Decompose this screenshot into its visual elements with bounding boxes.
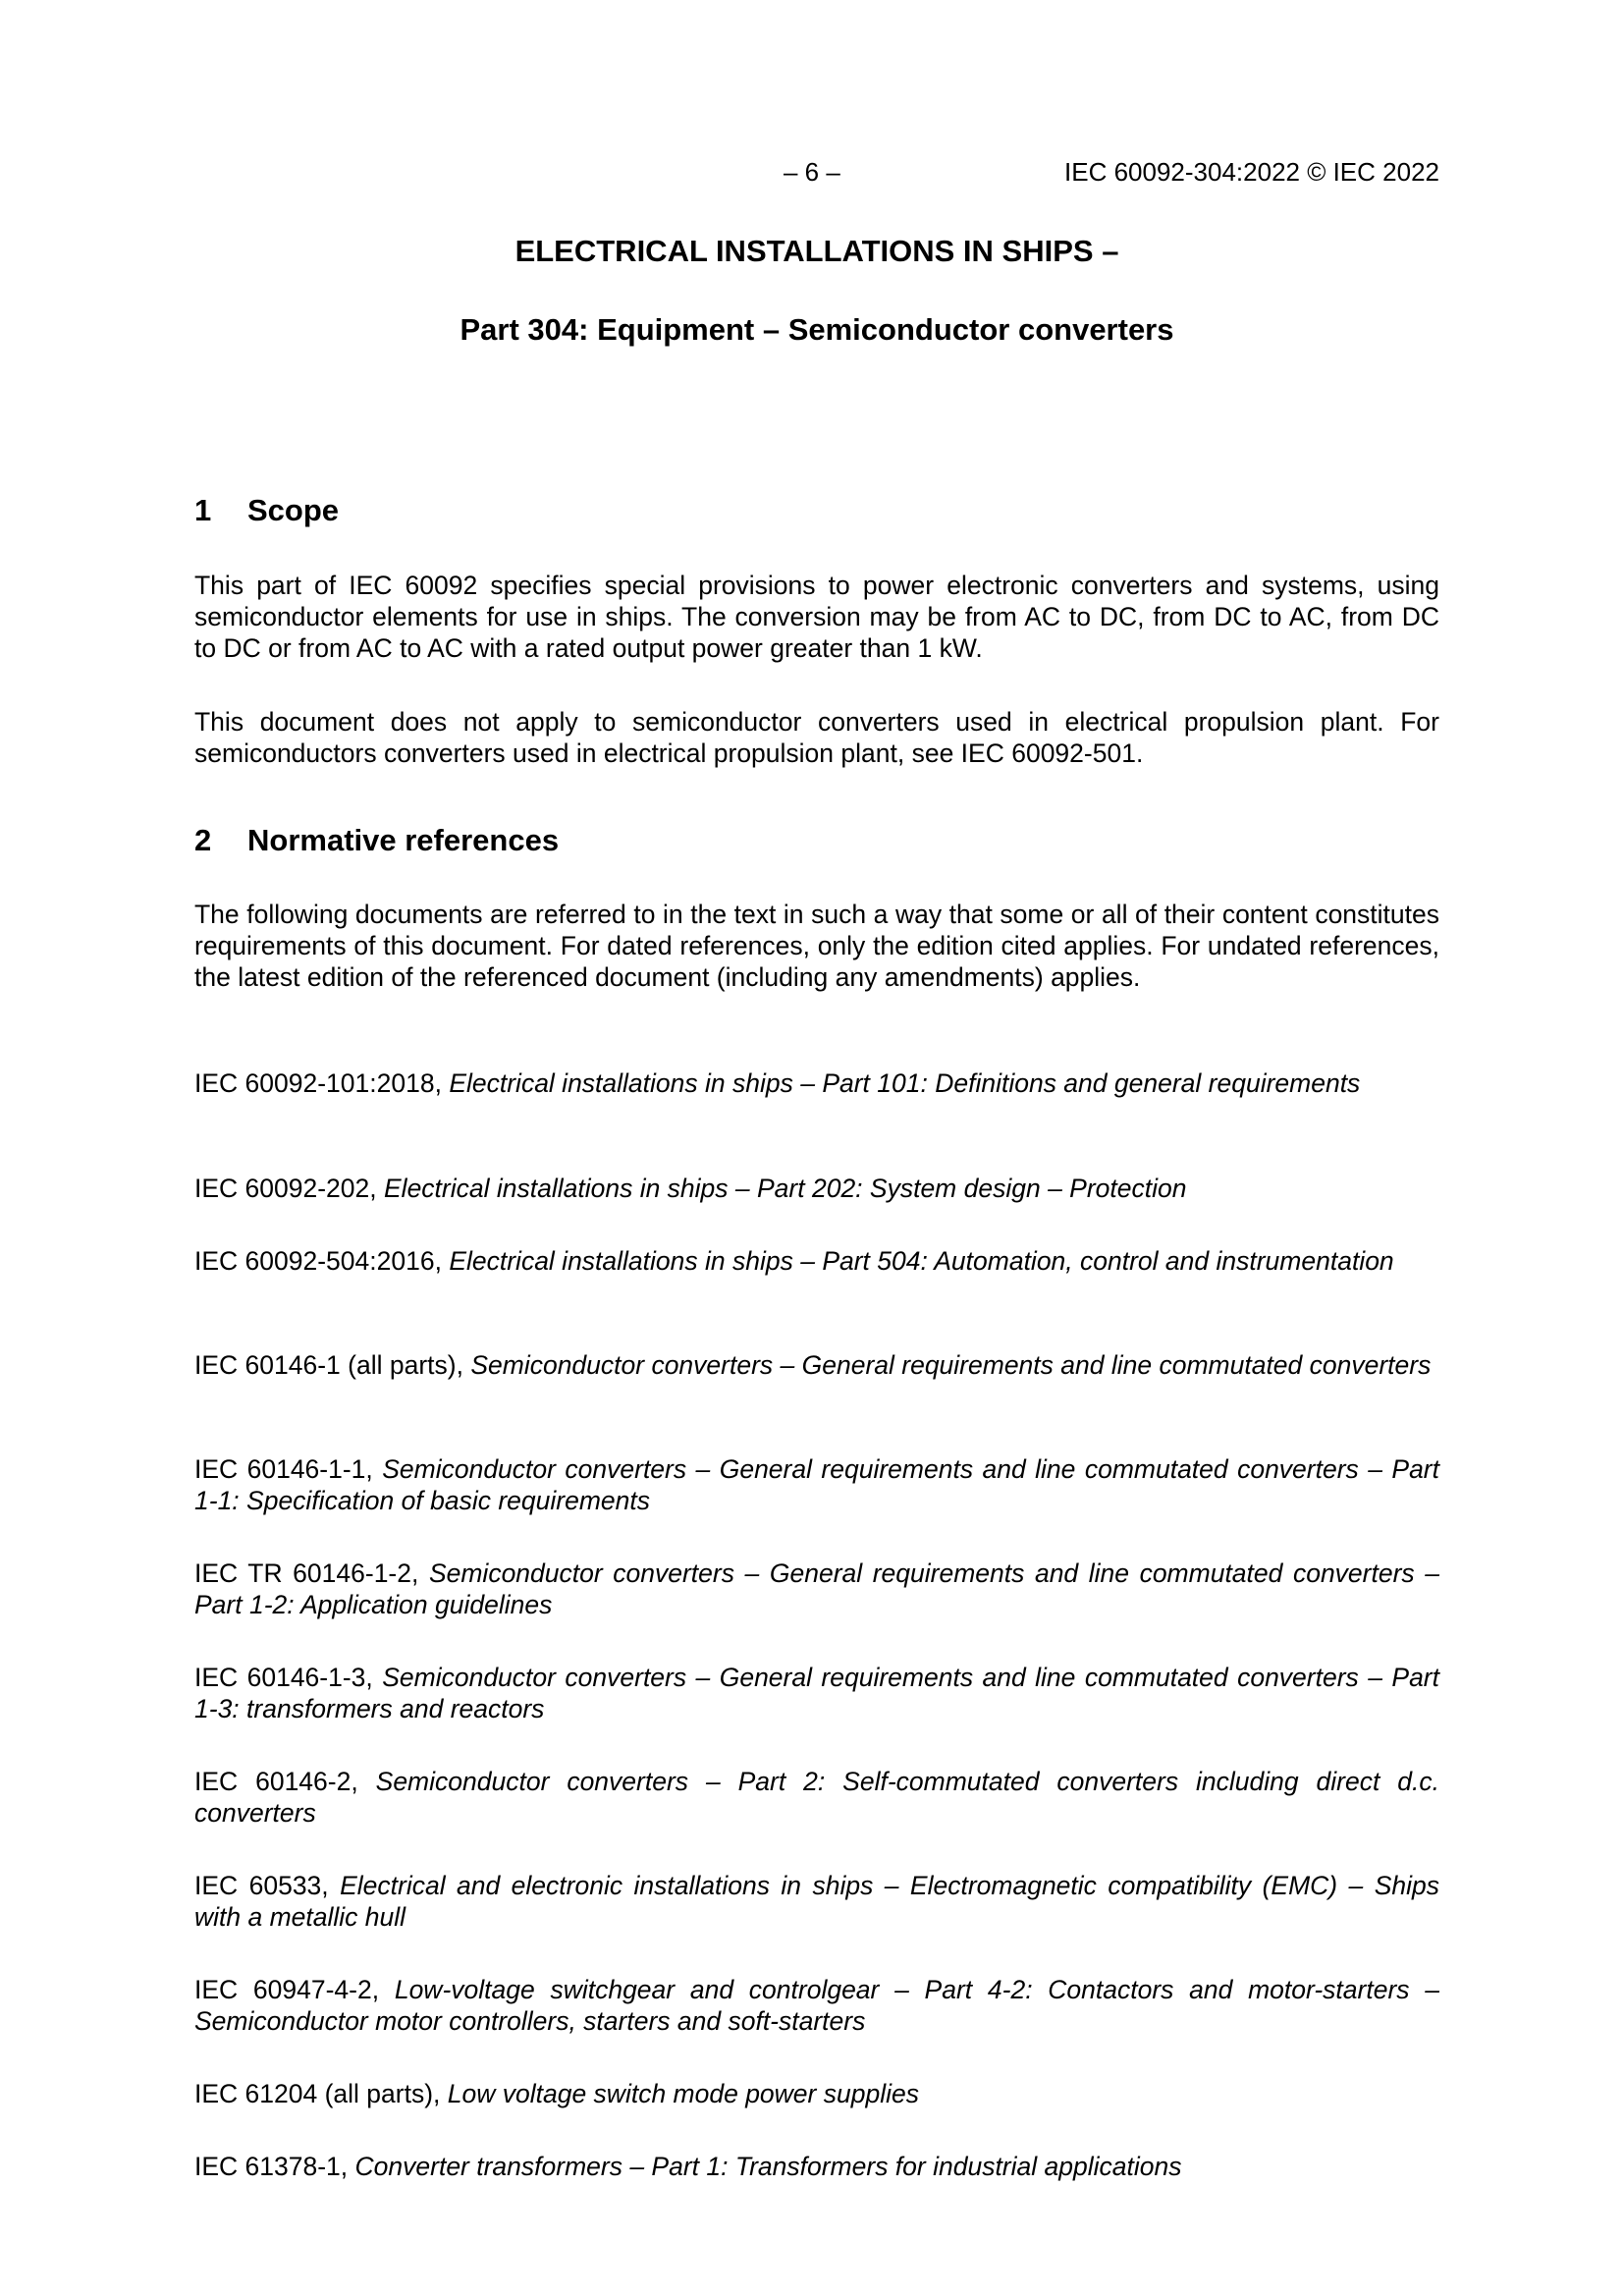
reference-entry xyxy=(194,1067,1439,1099)
reference-entry xyxy=(194,1453,1439,1516)
section-heading-scope xyxy=(194,493,339,528)
reference-title: Electrical installations in ships – Part 101: Definitions and general requirements xyxy=(449,1068,1361,1098)
reference-title: Semiconductor converters – General requirements and line commutated converters – Part 1-1: Specification of basic requirements xyxy=(194,1454,1439,1515)
reference-entry xyxy=(194,1558,1439,1620)
scope-paragraph-1: This part of IEC 60092 specifies special provisions to power electronic converters and systems, using semiconductor elements for use in ships. The conversion may be from AC to DC, from DC to AC, from DC to DC or from AC to AC with a rated output power greater than 1 kW. xyxy=(194,571,1439,663)
reference-title: Low voltage switch mode power supplies xyxy=(447,2079,919,2108)
reference-entry xyxy=(194,1349,1439,1381)
reference-title: Converter transformers – Part 1: Transformers for industrial applications xyxy=(354,2152,1182,2181)
reference-id: IEC 61378-1, xyxy=(194,2152,355,2181)
reference-title: Semiconductor converters – General requirements and line commutated converters – Part 1-2: Application guidelines xyxy=(194,1558,1439,1619)
reference-entry xyxy=(194,2078,1439,2109)
page-header xyxy=(194,157,1439,189)
reference-entry xyxy=(194,1173,1439,1204)
reference-id: IEC 60146-1 (all parts), xyxy=(194,1350,471,1380)
document-reference: IEC 60092-304:2022 © IEC 2022 xyxy=(1064,157,1439,187)
reference-id: IEC 60533, xyxy=(194,1871,341,1900)
section-title: Scope xyxy=(247,493,340,527)
reference-entry xyxy=(194,1245,1439,1277)
reference-entry xyxy=(194,1870,1439,1933)
section-number: 2 xyxy=(194,823,212,857)
reference-title: Semiconductor converters – General requirements and line commutated converters – Part 1-3: transformers and reactors xyxy=(194,1663,1439,1723)
reference-id: IEC 60092-504:2016, xyxy=(194,1246,450,1276)
reference-title: Electrical installations in ships – Part 202: System design – Protection xyxy=(384,1174,1187,1203)
reference-id: IEC 60146-1-1, xyxy=(194,1454,383,1484)
section-number: 1 xyxy=(194,493,212,527)
reference-title: Electrical installations in ships – Part 504: Automation, control and instrumentation xyxy=(449,1246,1394,1276)
reference-title: Semiconductor converters – Part 2: Self-commutated converters including direct d.c. converters xyxy=(194,1767,1439,1828)
reference-entry xyxy=(194,1974,1439,2037)
reference-entry xyxy=(194,1766,1439,1829)
reference-entry xyxy=(194,1662,1439,1724)
document-subtitle: Part 304: Equipment – Semiconductor converters xyxy=(460,312,1174,347)
normative-intro-paragraph: The following documents are referred to in the text in such a way that some or all of their content constitutes requirements of this document. For dated references, only the edition cited applies. For undated references, the latest edition of the referenced document (including any amendments) applies. xyxy=(194,900,1439,992)
reference-title: Electrical and electronic installations in ships – Electromagnetic compatibility (EMC) – Ships with a metallic hull xyxy=(194,1871,1439,1932)
reference-id: IEC 60947-4-2, xyxy=(194,1975,395,2004)
reference-id: IEC 61204 (all parts), xyxy=(194,2079,448,2108)
reference-id: IEC TR 60146-1-2, xyxy=(194,1558,429,1588)
scope-paragraph-2: This document does not apply to semiconductor converters used in electrical propulsion plant. For semiconductors converters used in electrical propulsion plant, see IEC 60092-501. xyxy=(194,707,1439,768)
page-number: – 6 – xyxy=(784,157,840,187)
document-title: ELECTRICAL INSTALLATIONS IN SHIPS – xyxy=(514,234,1119,268)
section-title: Normative references xyxy=(247,823,560,857)
reference-id: IEC 60146-2, xyxy=(194,1767,376,1796)
reference-entry xyxy=(194,2151,1439,2182)
reference-id: IEC 60092-202, xyxy=(194,1174,384,1203)
section-heading-normative-references xyxy=(194,823,559,858)
reference-title: Low-voltage switchgear and controlgear – Part 4-2: Contactors and motor-starters – Semiconductor motor controllers, starters and soft-starters xyxy=(194,1975,1439,2036)
reference-id: IEC 60146-1-3, xyxy=(194,1663,383,1692)
reference-id: IEC 60092-101:2018, xyxy=(194,1068,450,1098)
reference-title: Semiconductor converters – General requirements and line commutated converters xyxy=(470,1350,1432,1380)
